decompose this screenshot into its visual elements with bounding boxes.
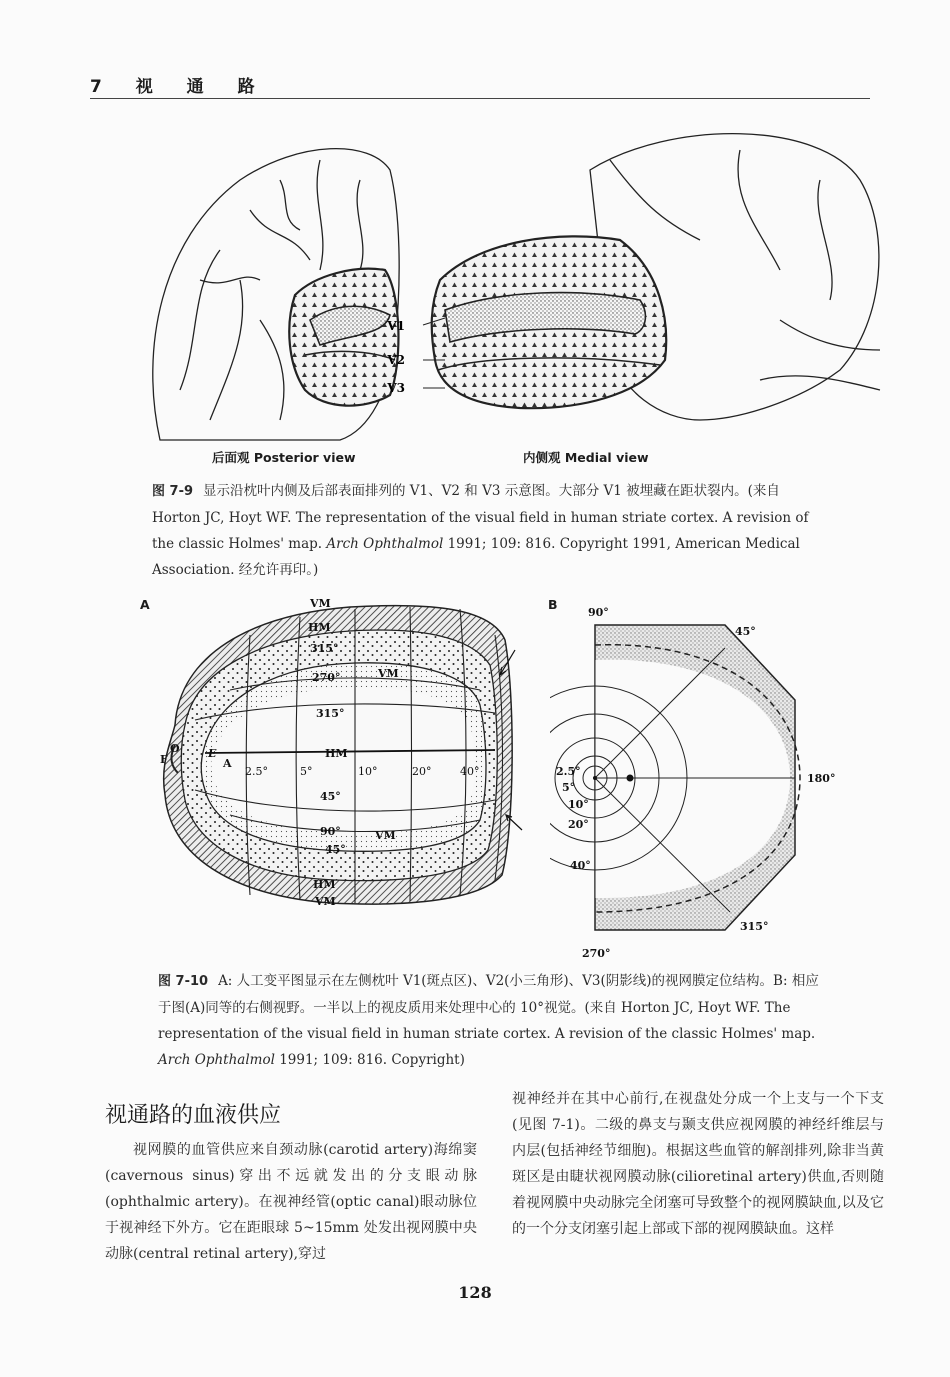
label-ring-10: 10° bbox=[568, 798, 589, 811]
header-rule bbox=[90, 98, 870, 99]
label-90: 90° bbox=[320, 825, 341, 838]
caption-tail: 1991; 109: 816. Copyright 1991, American Medical Association. 经允许再印。) bbox=[152, 536, 800, 578]
label-270-deg: 270° bbox=[582, 947, 611, 960]
figure-7-10-caption bbox=[158, 968, 830, 1073]
body-column-right bbox=[512, 1086, 884, 1242]
figure-number: 图 7-10 bbox=[158, 974, 209, 989]
label-vm-bottom: VM bbox=[315, 895, 336, 908]
label-vm-lower: VM bbox=[375, 829, 396, 842]
figure-7-9-caption bbox=[152, 478, 832, 583]
label-ecc-2-5: 2.5° bbox=[245, 765, 268, 778]
journal-name: Arch Ophthalmol bbox=[326, 536, 444, 552]
figure-7-10-panel-b bbox=[550, 600, 850, 960]
label-ecc-10: 10° bbox=[358, 765, 378, 778]
medial-view-label: 内侧观 Medial view bbox=[523, 450, 649, 465]
figure-number: 图 7-9 bbox=[152, 484, 194, 499]
label-o: O bbox=[170, 742, 180, 755]
medial-brain-drawing bbox=[432, 134, 880, 420]
label-45-deg: 45° bbox=[735, 625, 756, 638]
label-ring-2-5: 2.5° bbox=[556, 765, 581, 778]
label-ecc-20: 20° bbox=[412, 765, 432, 778]
label-e: E bbox=[208, 747, 217, 760]
label-ring-20: 20° bbox=[568, 818, 589, 831]
section-heading: 视通路的血液供应 bbox=[105, 1103, 282, 1128]
label-270: 270° bbox=[312, 671, 341, 684]
label-315-inner: 315° bbox=[316, 707, 345, 720]
label-hm-bottom: HM bbox=[313, 878, 336, 891]
panel-a-letter: A bbox=[140, 597, 150, 612]
page-number: 128 bbox=[458, 1283, 492, 1302]
label-ecc-5: 5° bbox=[300, 765, 313, 778]
label-90-deg: 90° bbox=[588, 606, 609, 619]
posterior-brain-drawing bbox=[153, 149, 399, 440]
label-f: F bbox=[160, 753, 168, 766]
caption-tail: 1991; 109: 816. Copyright) bbox=[279, 1052, 465, 1068]
caption-text: 显示沿枕叶内侧及后部表面排列的 V1、V2 和 V3 示意图。大部分 V1 被埋藏在距状裂内。(来自 Horton JC, Hoyt WF. The representation of the visual field in human striate cortex. A revision of the classic Holmes' map. bbox=[152, 483, 809, 552]
label-ecc-40: 40° bbox=[460, 765, 480, 778]
fixation-mark bbox=[593, 776, 597, 780]
label-a: A bbox=[223, 757, 232, 770]
journal-name: Arch Ophthalmol bbox=[158, 1052, 275, 1068]
label-hm-center: HM bbox=[325, 747, 348, 760]
label-vm-inner: VM bbox=[378, 667, 399, 680]
paragraph: 视神经并在其中心前行,在视盘处分成一个上支与一个下支(见图 7-1)。二级的鼻支与颞支供应视网膜的神经纤维层与内层(包括神经节细胞)。根据这些血管的解剖排列,除非当黄斑区是由睫状视网膜动脉(cilioretinal artery)供血,否则随着视网膜中央动脉完全闭塞可导致整个的视网膜缺血,以及它的一个分支闭塞引起上部或下部的视网膜缺血。这样 bbox=[512, 1091, 884, 1237]
paragraph: 视网膜的血管供应来自颈动脉(carotid artery)海绵窦(cavernous sinus)穿出不远就发出的分支眼动脉(ophthalmic artery)。在视神经管(optic canal)眼动脉位于视神经下外方。它在距眼球 5~15mm 处发出视网膜中央动脉(central retinal artery),穿过 bbox=[105, 1142, 477, 1262]
running-header: 7 视 通 路 bbox=[90, 77, 269, 97]
figure-7-10-panel-a bbox=[150, 595, 530, 915]
label-45-inner: 45° bbox=[320, 790, 341, 803]
label-ring-40: 40° bbox=[570, 859, 591, 872]
body-column-left bbox=[105, 1137, 477, 1267]
label-hm-top: HM bbox=[308, 621, 331, 634]
label-vm-top: VM bbox=[310, 597, 331, 610]
panel-b-letter: B bbox=[548, 597, 558, 612]
label-315-upper: 315° bbox=[310, 642, 339, 655]
caption-text: A: 人工变平图显示在左侧枕叶 V1(斑点区)、V2(小三角形)、V3(阴影线)的视网膜定位结构。B: 相应于图(A)同等的右侧视野。一半以上的视皮质用来处理中心的 10°视觉。(来自 Horton JC, Hoyt WF. The representation of the visual field in human striate cortex. A revision of the classic Holmes' map. bbox=[158, 973, 819, 1042]
blind-spot-mark bbox=[627, 775, 634, 782]
label-ring-5: 5° bbox=[562, 781, 576, 794]
posterior-view-label: 后面观 Posterior view bbox=[212, 450, 356, 465]
label-180-deg: 180° bbox=[807, 772, 836, 785]
figure-7-9-illustration bbox=[140, 120, 900, 450]
label-v3: V3 bbox=[387, 381, 405, 395]
label-v1: V1 bbox=[387, 319, 405, 333]
label-v2: V2 bbox=[387, 353, 405, 367]
label-315-deg: 315° bbox=[740, 920, 769, 933]
label-45-lower: 45° bbox=[325, 843, 346, 856]
